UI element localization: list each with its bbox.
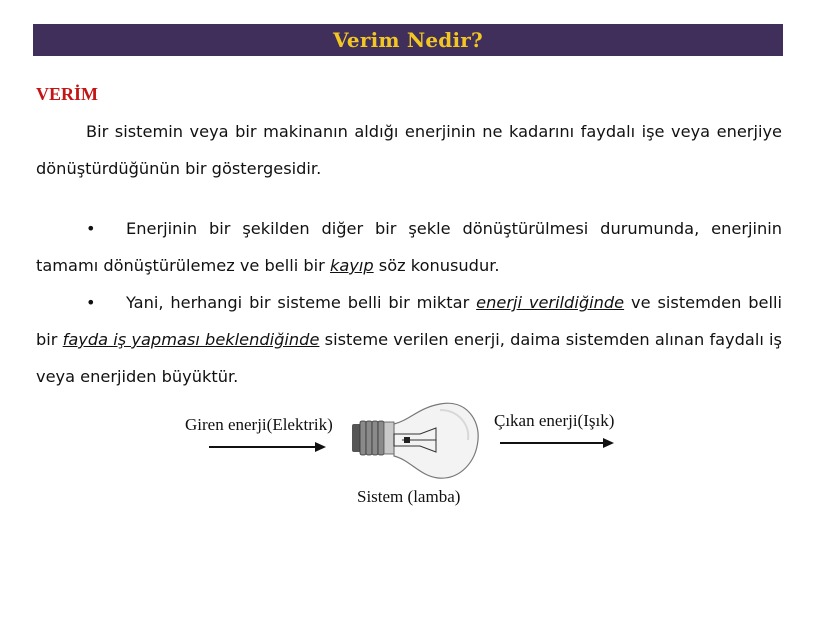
bullet1-text: Enerjinin bir şekilden diğer bir şekle dönüştürülmesi durumunda, enerjinin tamamı dönüştürülemez ve belli bir bbox=[36, 219, 782, 275]
bullet-marker: • bbox=[86, 293, 96, 312]
title-bar bbox=[33, 24, 783, 56]
bullet1-emphasis: kayıp bbox=[329, 256, 374, 275]
output-arrow bbox=[500, 438, 614, 448]
bullet2-text-3: sisteme verilen enerji, daima sistemden alınan faydalı iş veya enerjiden büyüktür. bbox=[36, 330, 782, 386]
bullet2-text-1: Yani, herhangi bir sisteme belli bir miktar bbox=[126, 293, 477, 312]
output-energy-label: Çıkan enerji(Işık) bbox=[494, 411, 615, 430]
page-title: Verim Nedir? bbox=[333, 28, 483, 52]
bullet2-emphasis-2: fayda iş yapması beklendiğinde bbox=[62, 330, 320, 349]
system-label: Sistem (lamba) bbox=[357, 487, 461, 506]
light-bulb-icon bbox=[352, 403, 478, 478]
input-energy-label: Giren enerji(Elektrik) bbox=[185, 415, 333, 434]
bullet-item-2 bbox=[36, 284, 782, 395]
bullet2-emphasis-1: enerji verildiğinde bbox=[476, 293, 625, 312]
section-heading: VERİM bbox=[36, 84, 98, 104]
bullet-item-1 bbox=[36, 210, 782, 284]
definition-paragraph: Bir sistemin veya bir makinanın aldığı enerjinin ne kadarını faydalı işe veya enerjiye dönüştürdüğünün bir göstergesidir. bbox=[36, 122, 782, 178]
input-arrow bbox=[209, 442, 326, 452]
bullet1-text-end: söz konusudur. bbox=[373, 256, 500, 275]
bullet2-text-2: ve sistemden belli bir bbox=[36, 293, 783, 349]
bullet-marker: • bbox=[86, 219, 96, 238]
